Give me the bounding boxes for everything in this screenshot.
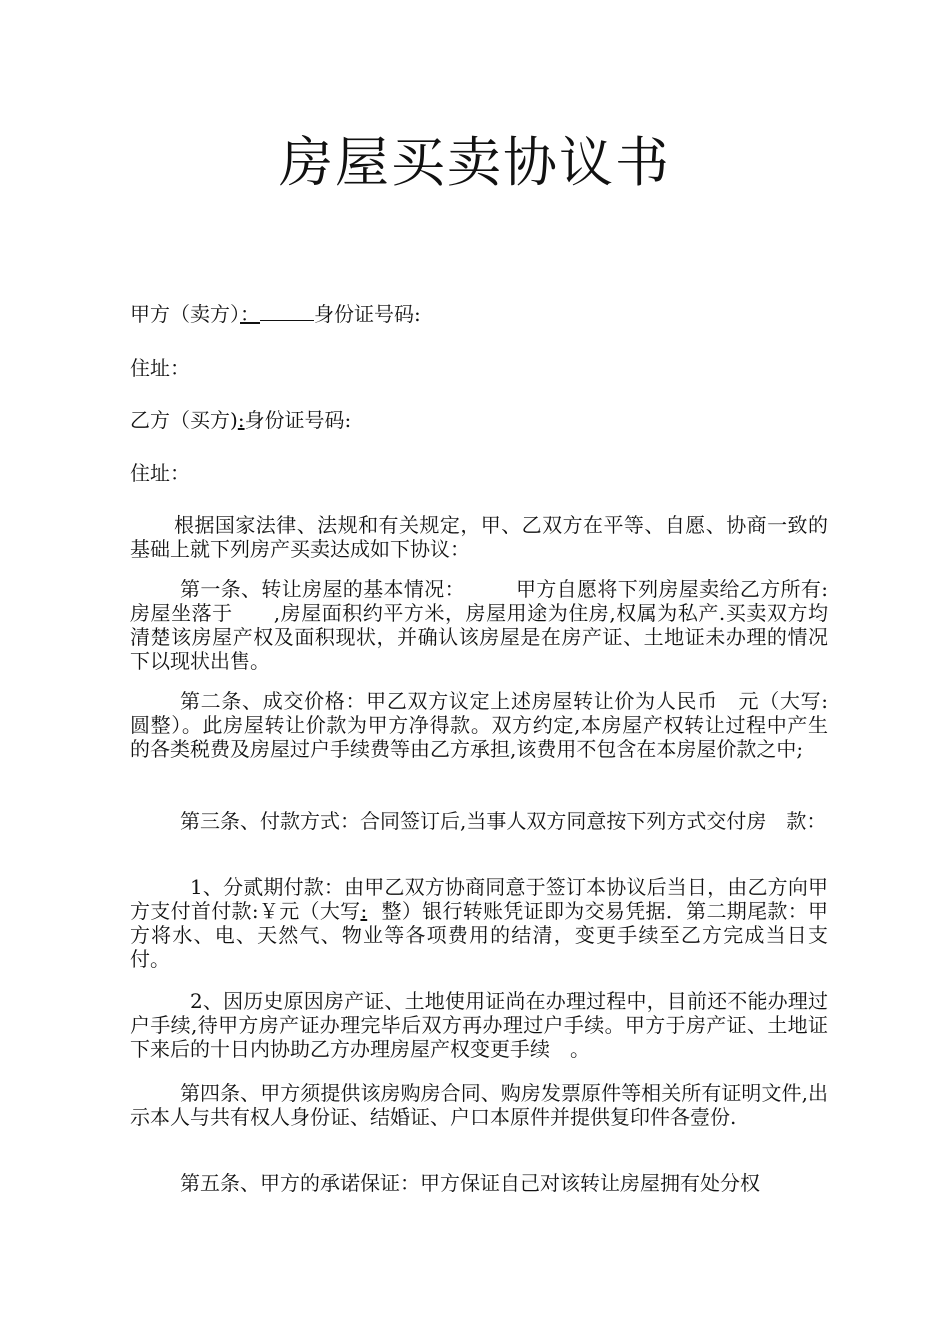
party-b-line [130,407,351,433]
article-5: 第五条、甲方的承诺保证：甲方保证自己对该转让房屋拥有处分权 [180,1171,760,1195]
intro-paragraph: 根据国家法律、法规和有关规定，甲、乙双方在平等、自愿、协商一致的基础上就下列房产买卖达成如下协议： [130,513,828,561]
party-a-colon: ： [240,302,260,326]
article-3: 第三条、付款方式：合同签订后,当事人双方同意按下列方式交付房 款： [180,809,827,833]
document-title: 房屋买卖协议书 [279,131,671,194]
party-b-address: 住址： [130,461,190,485]
party-b-label: 乙方（买方) [130,408,238,432]
party-a-address: 住址： [130,356,190,380]
party-a-id-label: 身份证号码: [314,302,421,326]
payment-item-1-text-rest: 整）银行转账凭证即为交易凭据．第二期尾款：甲方将水、电、天然气、物业等各项费用的结清，变更手续至乙方完成当日支付。 [130,899,828,971]
article-4: 第四条、甲方须提供该房购房合同、购房发票原件等相关所有证明文件,出示本人与共有权人身份证、结婚证、户口本原件并提供复印件各壹份. [130,1081,828,1129]
party-a-name-blank [260,300,314,321]
party-a-label: 甲方（卖方） [130,302,240,326]
party-a-line [130,300,421,327]
party-b-colon: : [237,408,245,432]
payment-item-1-blank [367,899,381,923]
article-2: 第二条、成交价格：甲乙双方议定上述房屋转让价为人民币 元（大写: 圆整）。此房屋转让价款为甲方净得款。双方约定,本房屋产权转让过程中产生 的各类税费及房屋过户手续费等由乙方承担,该费用不包含在本房屋价款之中; [130,689,848,761]
party-b-id-label: 身份证号码: [244,408,352,432]
payment-item-2: 2、因历史原因房产证、土地使用证尚在办理过程中，目前还不能办理过户手续,待甲方房产证办理完毕后双方再办理过户手续。甲方于房产证、土地证下来后的十日内协助乙方办理房屋产权变更手续 。 [130,989,828,1061]
payment-item-1 [130,875,828,971]
payment-item-1-amount-blank: : [360,899,368,923]
payment-item-1-text: 1、分贰期付款：由甲乙双方协商同意于签订本协议后当日，由乙方向甲方支付首付款:￥元（大写 [130,875,828,923]
article-1: 第一条、转让房屋的基本情况： 甲方自愿将下列房屋卖给乙方所有:房屋坐落于 ,房屋面积约平方米，房屋用途为住房,权属为私产.买卖双方均清楚该房屋产权及面积现状，并确认该房屋是在房产证、土地证未办理的情况下以现状出售。 [130,577,828,673]
